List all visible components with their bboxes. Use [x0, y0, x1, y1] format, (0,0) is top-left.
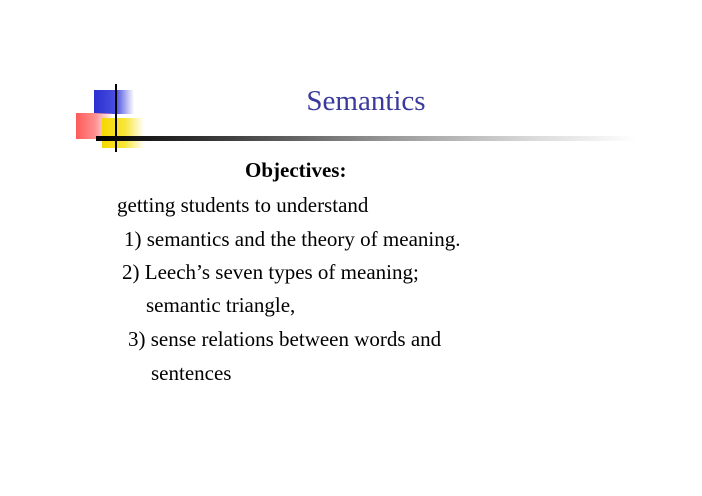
objective-line-1: 1) semantics and the theory of meaning. [124, 227, 461, 251]
slide-title: Semantics [306, 85, 426, 117]
objective-line-intro: getting students to understand [117, 193, 369, 217]
decorative-vertical-line [115, 84, 117, 152]
decorative-blue-square [94, 90, 134, 114]
objectives-heading: Objectives: [245, 158, 347, 182]
objective-line-2: 2) Leech’s seven types of meaning; [122, 260, 419, 284]
objective-line-2-cont: semantic triangle, [146, 293, 296, 317]
objective-line-3-cont: sentences [151, 361, 232, 385]
decorative-yellow-square [102, 118, 144, 148]
objective-line-3: 3) sense relations between words and [128, 327, 442, 351]
title-underline [96, 136, 636, 141]
